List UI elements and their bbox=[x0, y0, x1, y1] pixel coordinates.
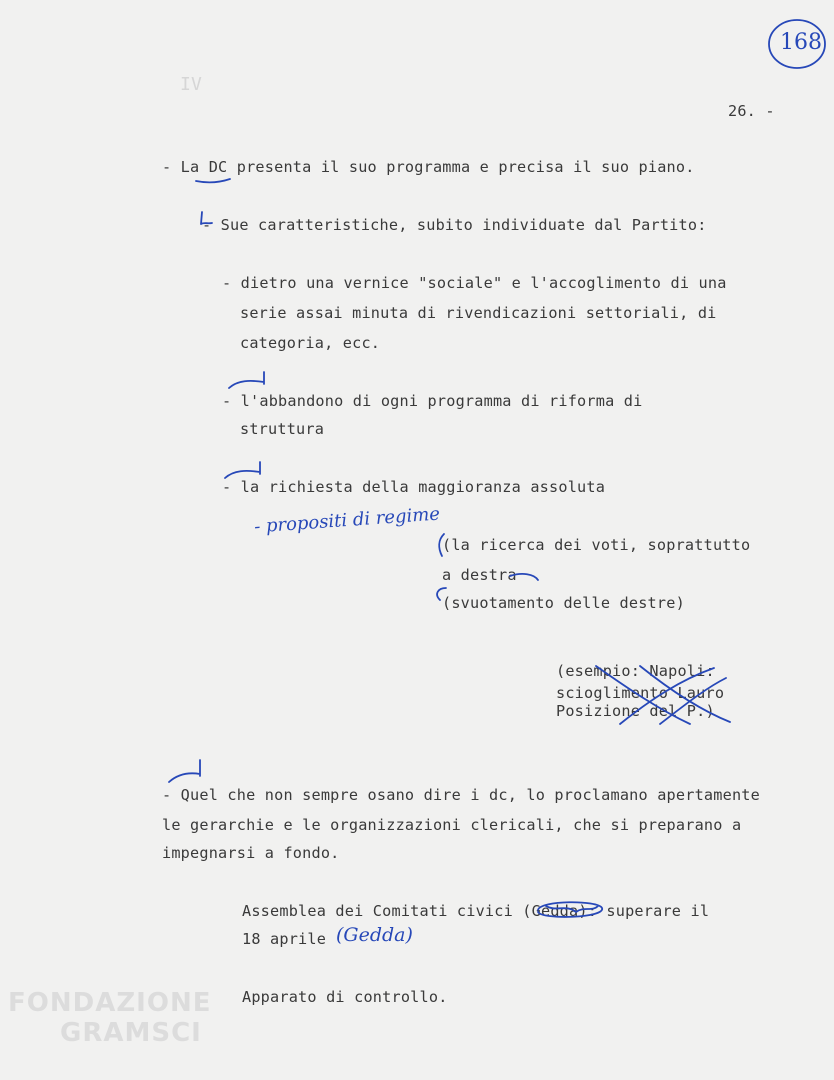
line-la-dc: - La DC presenta il suo programma e precisa il suo piano. bbox=[162, 158, 695, 176]
line-ricerca: (la ricerca dei voti, soprattutto bbox=[442, 536, 751, 554]
crossout-mark-icon bbox=[590, 660, 740, 730]
page-number: 26. - bbox=[728, 102, 775, 120]
line-struttura: struttura bbox=[240, 420, 325, 438]
line-posizione: Posizione del P.) bbox=[556, 702, 715, 720]
line-18-aprile: 18 aprile bbox=[242, 930, 327, 948]
watermark-line1: FONDAZIONE bbox=[8, 988, 212, 1018]
line-gerarchie: le gerarchie e le organizzazioni clericali, che si preparano a bbox=[162, 816, 742, 834]
line-richiesta: - la richiesta della maggioranza assoluta bbox=[222, 478, 606, 496]
page-stamp-number: 168 bbox=[780, 30, 822, 55]
scribble-mark-icon bbox=[532, 898, 612, 922]
underline-dc bbox=[194, 174, 234, 186]
line-serie: serie assai minuta di rivendicazioni settoriali, di bbox=[240, 304, 717, 322]
handwritten-propositi: - propositi di regime bbox=[253, 503, 441, 538]
line-assemblea: Assemblea dei Comitati civici (Gedda): superare il bbox=[242, 902, 710, 920]
line-categoria: categoria, ecc. bbox=[240, 334, 381, 352]
line-esempio: (esempio: Napoli: bbox=[556, 662, 715, 680]
line-dietro: - dietro una vernice "sociale" e l'accoglimento di una bbox=[222, 274, 727, 292]
line-apparato: Apparato di controllo. bbox=[242, 988, 448, 1006]
faint-mark: IV bbox=[180, 74, 203, 95]
line-quel-che: - Quel che non sempre osano dire i dc, lo proclamano apertamente bbox=[162, 786, 760, 804]
line-scioglimento: scioglimento Lauro bbox=[556, 684, 725, 702]
line-caratteristiche: - Sue caratteristiche, subito individuate dal Partito: bbox=[202, 216, 707, 234]
watermark-line2: GRAMSCI bbox=[60, 1018, 202, 1048]
handwritten-gedda: (Gedda) bbox=[336, 924, 413, 946]
arrow-mark-icon bbox=[226, 368, 272, 392]
line-svuotamento: (svuotamento delle destre) bbox=[442, 594, 685, 612]
line-a-destra: a destra bbox=[442, 566, 517, 584]
line-impegnarsi: impegnarsi a fondo. bbox=[162, 844, 340, 862]
line-abbandono: - l'abbandono di ogni programma di riforma di bbox=[222, 392, 643, 410]
arrow-mark-icon bbox=[166, 756, 212, 786]
